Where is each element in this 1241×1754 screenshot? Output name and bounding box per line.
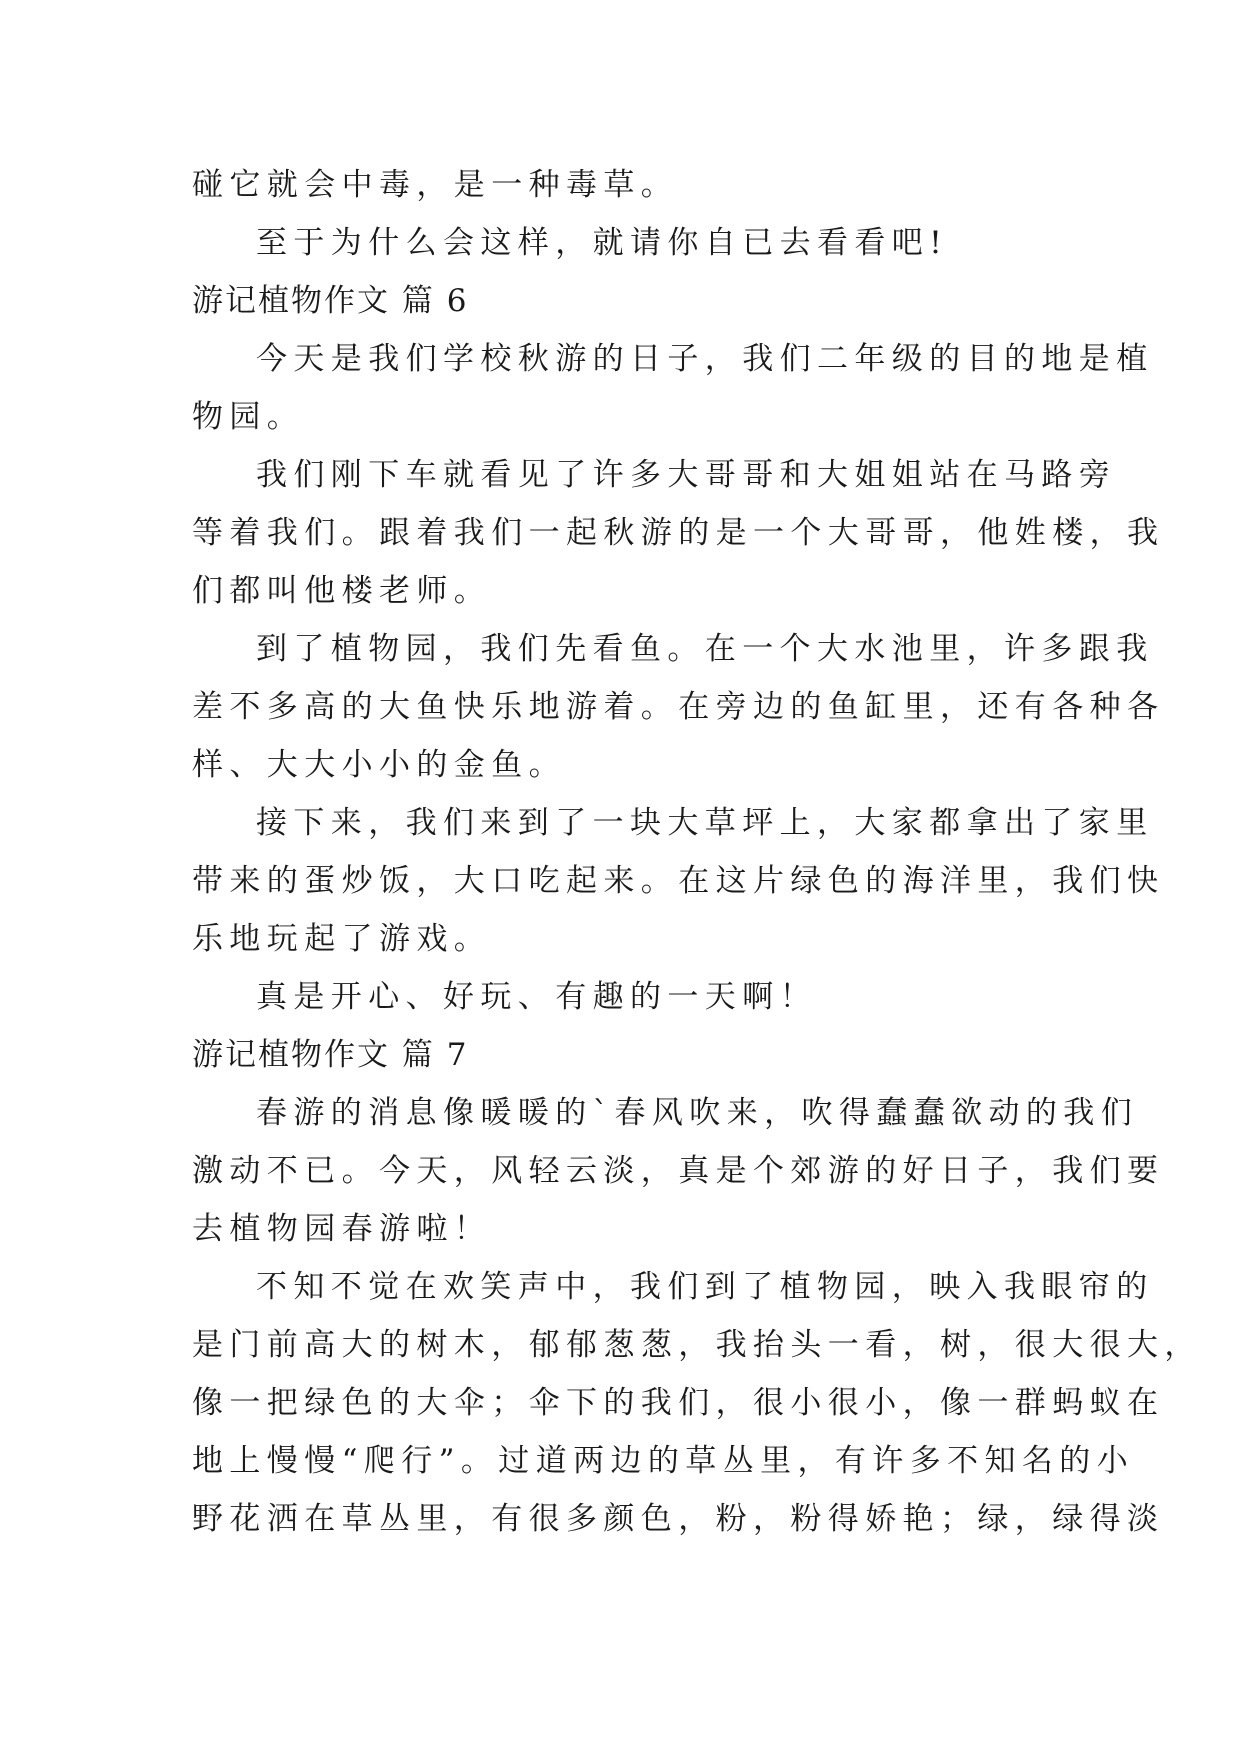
text-line: 激动不已。今天，风轻云淡，真是个郊游的好日子，我们要 — [192, 1153, 1165, 1189]
paragraph-start-line: 春游的消息像暖暖的`春风吹来，吹得蠢蠢欲动的我们 — [256, 1095, 1139, 1131]
paragraph-start-line: 到了植物园，我们先看鱼。在一个大水池里，许多跟我 — [256, 631, 1154, 667]
text-line: 碰它就会中毒，是一种毒草。 — [192, 167, 679, 203]
paragraph-start-line: 至于为什么会这样，就请你自已去看看吧! — [256, 225, 949, 261]
text-line: 乐地玩起了游戏。 — [192, 921, 492, 957]
text-line: 物园。 — [192, 399, 305, 435]
text-line: 地上慢慢“爬行”。过道两边的草丛里，有许多不知名的小 — [192, 1443, 1135, 1479]
text-line: 是门前高大的树木，郁郁葱葱，我抬头一看，树，很大很大， — [192, 1327, 1202, 1363]
paragraph-start-line: 我们刚下车就看见了许多大哥哥和大姐姐站在马路旁 — [256, 457, 1117, 493]
text-line: 等着我们。跟着我们一起秋游的是一个大哥哥，他姓楼，我 — [192, 515, 1165, 551]
text-line: 带来的蛋炒饭，大口吃起来。在这片绿色的海洋里，我们快 — [192, 863, 1165, 899]
section-heading: 游记植物作文 篇 6 — [192, 283, 469, 319]
paragraph-start-line: 不知不觉在欢笑声中，我们到了植物园，映入我眼帘的 — [256, 1269, 1154, 1305]
text-line: 样、大大小小的金鱼。 — [192, 747, 566, 783]
text-line: 野花洒在草丛里，有很多颜色，粉，粉得娇艳；绿，绿得淡 — [192, 1501, 1165, 1537]
text-line: 们都叫他楼老师。 — [192, 573, 492, 609]
text-line: 像一把绿色的大伞；伞下的我们，很小很小，像一群蚂蚁在 — [192, 1385, 1165, 1421]
paragraph-start-line: 接下来，我们来到了一块大草坪上，大家都拿出了家里 — [256, 805, 1154, 841]
text-line: 差不多高的大鱼快乐地游着。在旁边的鱼缸里，还有各种各 — [192, 689, 1165, 725]
document-body — [192, 156, 1202, 1548]
paragraph-start-line: 真是开心、好玩、有趣的一天啊！ — [256, 979, 817, 1015]
paragraph-start-line: 今天是我们学校秋游的日子，我们二年级的目的地是植 — [256, 341, 1154, 377]
text-line: 去植物园春游啦！ — [192, 1211, 492, 1247]
section-heading: 游记植物作文 篇 7 — [192, 1037, 469, 1073]
